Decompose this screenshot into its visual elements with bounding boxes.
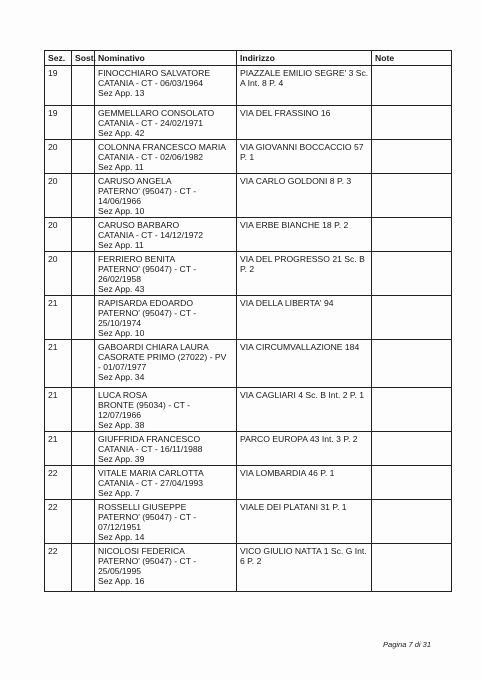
nominativo-line: NICOLOSI FEDERICA bbox=[98, 546, 185, 556]
nominativo-line: PATERNO' (95047) - CT - bbox=[98, 512, 197, 522]
nominativo-line: PATERNO' (95047) - CT - bbox=[98, 556, 197, 566]
indirizzo-line: VIA DELLA LIBERTA' 94 bbox=[240, 298, 334, 308]
table-row bbox=[45, 252, 452, 296]
nominativo-line: GIUFFRIDA FRANCESCO bbox=[98, 434, 201, 444]
cell-sost bbox=[72, 66, 95, 106]
cell-indirizzo bbox=[237, 388, 372, 432]
cell-sez: 21 bbox=[45, 432, 72, 466]
indirizzo-line: VIA DEL PROGRESSO 21 Sc. B bbox=[240, 254, 365, 264]
nominativo-line: PATERNO' (95047) - CT - bbox=[98, 264, 197, 274]
nominativo-line: Sez App. 7 bbox=[98, 488, 140, 498]
cell-sost bbox=[72, 432, 95, 466]
nominativo-line: CARUSO BARBARO bbox=[98, 220, 180, 230]
cell-sost bbox=[72, 296, 95, 340]
nominativo-line: PATERNO' (95047) - CT - bbox=[98, 186, 197, 196]
nominativo-line: Sez App. 11 bbox=[98, 162, 144, 172]
nominativo-line: Sez App. 10 bbox=[98, 206, 145, 216]
table-row bbox=[45, 66, 452, 106]
table-row bbox=[45, 140, 452, 174]
cell-sost bbox=[72, 544, 95, 592]
electors-table bbox=[44, 50, 452, 592]
indirizzo-line: P. 1 bbox=[240, 152, 255, 162]
nominativo-line: FINOCCHIARO SALVATORE bbox=[98, 68, 211, 78]
cell-note bbox=[372, 106, 452, 140]
cell-indirizzo bbox=[237, 466, 372, 500]
cell-nominativo bbox=[95, 432, 237, 466]
cell-nominativo bbox=[95, 174, 237, 218]
cell-indirizzo bbox=[237, 340, 372, 388]
nominativo-line: Sez App. 34 bbox=[98, 372, 145, 382]
nominativo-line: CATANIA - CT - 06/03/1964 bbox=[98, 78, 204, 88]
cell-note bbox=[372, 174, 452, 218]
indirizzo-line: VIA DEL FRASSINO 16 bbox=[240, 108, 331, 118]
table-row bbox=[45, 296, 452, 340]
table-body bbox=[45, 66, 452, 592]
cell-sost bbox=[72, 500, 95, 544]
nominativo-line: RAPISARDA EDOARDO bbox=[98, 298, 194, 308]
nominativo-line: Sez App. 39 bbox=[98, 454, 145, 464]
indirizzo-line: VIA ERBE BIANCHE 18 P. 2 bbox=[240, 220, 349, 230]
nominativo-line: - 01/07/1977 bbox=[98, 362, 147, 372]
nominativo-line: Sez App. 10 bbox=[98, 328, 145, 338]
nominativo-line: 25/10/1974 bbox=[98, 318, 142, 328]
indirizzo-line: 6 P. 2 bbox=[240, 556, 262, 566]
cell-indirizzo bbox=[237, 140, 372, 174]
cell-nominativo bbox=[95, 140, 237, 174]
indirizzo-line: VICO GIULIO NATTA 1 Sc. G Int. bbox=[240, 546, 367, 556]
nominativo-line: VITALE MARIA CARLOTTA bbox=[98, 468, 204, 478]
cell-indirizzo bbox=[237, 106, 372, 140]
header-sez: Sez. bbox=[45, 51, 72, 66]
cell-sez: 21 bbox=[45, 340, 72, 388]
cell-sost bbox=[72, 106, 95, 140]
cell-sost bbox=[72, 466, 95, 500]
cell-indirizzo bbox=[237, 500, 372, 544]
table-row bbox=[45, 544, 452, 592]
cell-sez: 20 bbox=[45, 218, 72, 252]
cell-indirizzo bbox=[237, 432, 372, 466]
cell-note bbox=[372, 466, 452, 500]
cell-note bbox=[372, 218, 452, 252]
cell-sez: 22 bbox=[45, 466, 72, 500]
nominativo-line: 12/07/1966 bbox=[98, 410, 142, 420]
nominativo-line: BRONTE (95034) - CT - bbox=[98, 400, 191, 410]
nominativo-line: 14/06/1966 bbox=[98, 196, 142, 206]
cell-nominativo bbox=[95, 466, 237, 500]
cell-sez: 21 bbox=[45, 296, 72, 340]
nominativo-line: Sez App. 11 bbox=[98, 240, 144, 250]
cell-indirizzo bbox=[237, 218, 372, 252]
nominativo-line: ROSSELLI GIUSEPPE bbox=[98, 502, 187, 512]
cell-sez: 19 bbox=[45, 66, 72, 106]
table-row bbox=[45, 106, 452, 140]
cell-sez: 19 bbox=[45, 106, 72, 140]
header-sost: Sost. bbox=[72, 51, 95, 66]
nominativo-line: PATERNO' (95047) - CT - bbox=[98, 308, 197, 318]
cell-nominativo bbox=[95, 252, 237, 296]
nominativo-line: 07/12/1951 bbox=[98, 522, 142, 532]
cell-indirizzo bbox=[237, 174, 372, 218]
cell-nominativo bbox=[95, 500, 237, 544]
cell-indirizzo bbox=[237, 66, 372, 106]
cell-note bbox=[372, 296, 452, 340]
cell-sez: 22 bbox=[45, 544, 72, 592]
nominativo-line: LUCA ROSA bbox=[98, 390, 148, 400]
nominativo-line: FERRIERO BENITA bbox=[98, 254, 176, 264]
table-row bbox=[45, 340, 452, 388]
cell-sez: 20 bbox=[45, 140, 72, 174]
cell-note bbox=[372, 544, 452, 592]
cell-nominativo bbox=[95, 218, 237, 252]
nominativo-line: Sez App. 13 bbox=[98, 88, 145, 98]
table-row bbox=[45, 500, 452, 544]
nominativo-line: GEMMELLARO CONSOLATO bbox=[98, 108, 215, 118]
table-row bbox=[45, 432, 452, 466]
header-note: Note bbox=[372, 51, 452, 66]
nominativo-line: CASORATE PRIMO (27022) - PV bbox=[98, 352, 227, 362]
page-number: Pagina 7 di 31 bbox=[383, 640, 431, 649]
indirizzo-line: P. 2 bbox=[240, 264, 255, 274]
cell-sost bbox=[72, 174, 95, 218]
indirizzo-line: VIA GIOVANNI BOCCACCIO 57 bbox=[240, 142, 364, 152]
cell-sez: 20 bbox=[45, 252, 72, 296]
indirizzo-line: VIA CIRCUMVALLAZIONE 184 bbox=[240, 342, 360, 352]
indirizzo-line: VIA LOMBARDIA 46 P. 1 bbox=[240, 468, 335, 478]
indirizzo-line: VIA CAGLIARI 4 Sc. B Int. 2 P. 1 bbox=[240, 390, 365, 400]
cell-note bbox=[372, 66, 452, 106]
cell-nominativo bbox=[95, 340, 237, 388]
nominativo-line: CATANIA - CT - 14/12/1972 bbox=[98, 230, 204, 240]
nominativo-line: CARUSO ANGELA bbox=[98, 176, 172, 186]
cell-note bbox=[372, 388, 452, 432]
cell-sost bbox=[72, 388, 95, 432]
nominativo-line: CATANIA - CT - 02/06/1982 bbox=[98, 152, 204, 162]
nominativo-line: 25/05/1995 bbox=[98, 566, 142, 576]
nominativo-line: CATANIA - CT - 27/04/1993 bbox=[98, 478, 204, 488]
nominativo-line: GABOARDI CHIARA LAURA bbox=[98, 342, 209, 352]
cell-nominativo bbox=[95, 106, 237, 140]
nominativo-line: 26/02/1958 bbox=[98, 274, 142, 284]
cell-sez: 20 bbox=[45, 174, 72, 218]
cell-nominativo bbox=[95, 388, 237, 432]
indirizzo-line: PARCO EUROPA 43 Int. 3 P. 2 bbox=[240, 434, 358, 444]
nominativo-line: Sez App. 16 bbox=[98, 576, 145, 586]
cell-sost bbox=[72, 140, 95, 174]
table-row bbox=[45, 388, 452, 432]
indirizzo-line: A Int. 8 P. 4 bbox=[240, 78, 284, 88]
cell-sost bbox=[72, 252, 95, 296]
nominativo-line: Sez App. 38 bbox=[98, 420, 145, 430]
table-row bbox=[45, 174, 452, 218]
nominativo-line: CATANIA - CT - 24/02/1971 bbox=[98, 118, 204, 128]
table-row bbox=[45, 466, 452, 500]
indirizzo-line: VIALE DEI PLATANI 31 P. 1 bbox=[240, 502, 347, 512]
indirizzo-line: PIAZZALE EMILIO SEGRE' 3 Sc. bbox=[240, 68, 369, 78]
cell-note bbox=[372, 340, 452, 388]
indirizzo-line: VIA CARLO GOLDONI 8 P. 3 bbox=[240, 176, 352, 186]
nominativo-line: Sez App. 42 bbox=[98, 128, 145, 138]
table-header-row bbox=[45, 51, 452, 66]
cell-nominativo bbox=[95, 66, 237, 106]
nominativo-line: CATANIA - CT - 16/11/1988 bbox=[98, 444, 203, 454]
cell-note bbox=[372, 500, 452, 544]
cell-nominativo bbox=[95, 296, 237, 340]
cell-sez: 22 bbox=[45, 500, 72, 544]
cell-note bbox=[372, 252, 452, 296]
nominativo-line: Sez App. 14 bbox=[98, 532, 145, 542]
cell-indirizzo bbox=[237, 296, 372, 340]
header-nominativo: Nominativo bbox=[95, 51, 237, 66]
cell-sez: 21 bbox=[45, 388, 72, 432]
cell-sost bbox=[72, 340, 95, 388]
cell-nominativo bbox=[95, 544, 237, 592]
cell-note bbox=[372, 140, 452, 174]
nominativo-line: Sez App. 43 bbox=[98, 284, 145, 294]
cell-indirizzo bbox=[237, 544, 372, 592]
header-indirizzo: Indirizzo bbox=[237, 51, 372, 66]
table-row bbox=[45, 218, 452, 252]
nominativo-line: COLONNA FRANCESCO MARIA bbox=[98, 142, 226, 152]
cell-note bbox=[372, 432, 452, 466]
cell-indirizzo bbox=[237, 252, 372, 296]
cell-sost bbox=[72, 218, 95, 252]
